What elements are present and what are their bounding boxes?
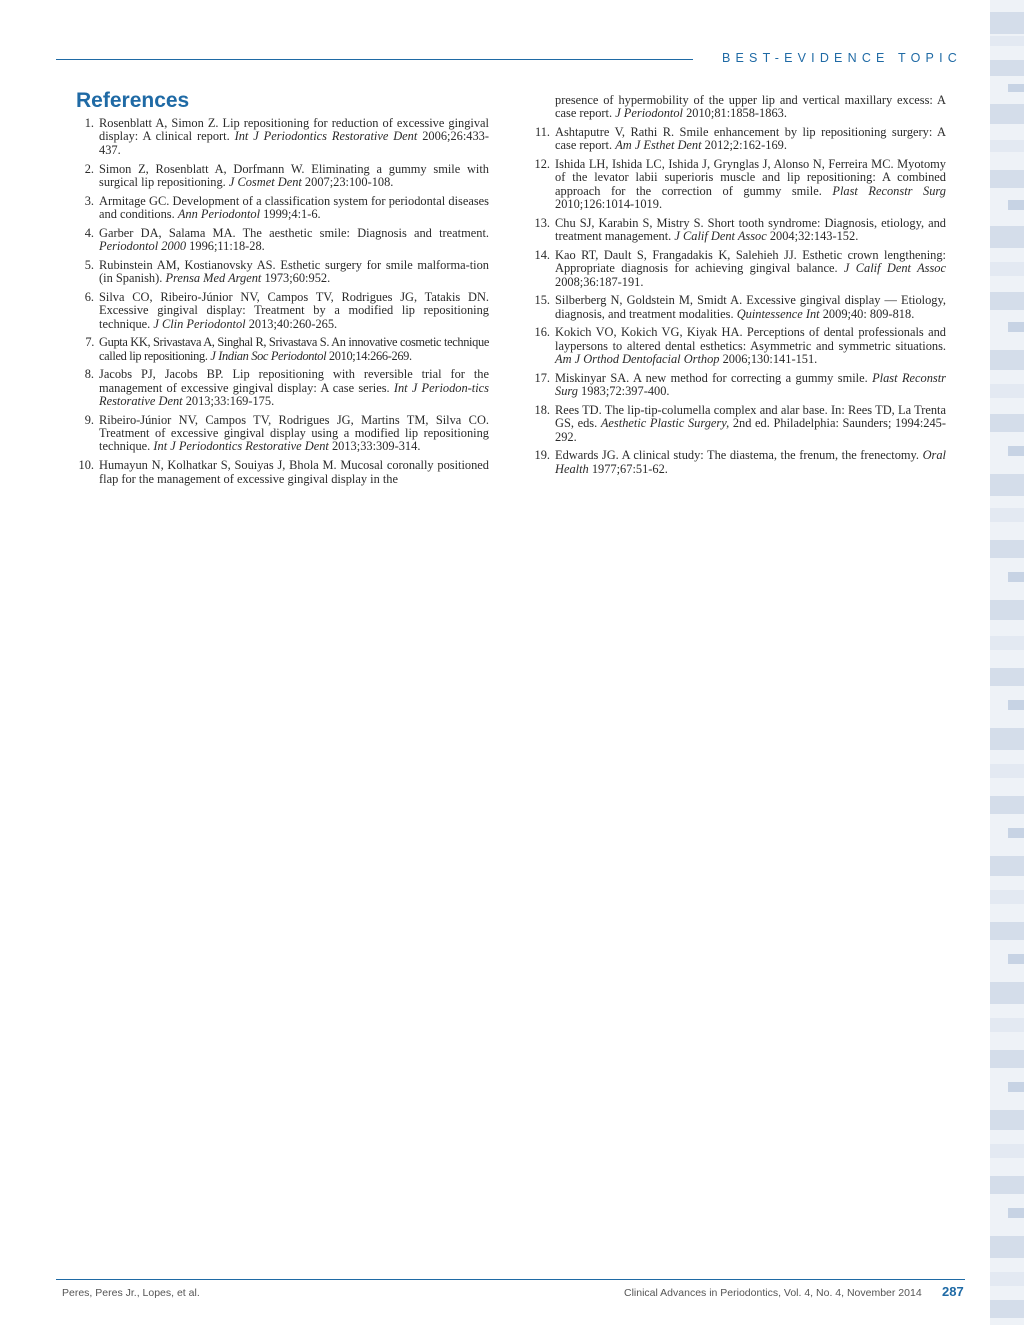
strip-cell (990, 292, 1024, 310)
reference-number: 6. (84, 289, 94, 304)
strip-cell (990, 600, 1024, 620)
reference-citation: 2010;14:266-269. (326, 348, 412, 363)
left-column (76, 88, 489, 491)
reference-citation: 2010;81:1858-1863. (683, 106, 787, 121)
strip-cell (990, 384, 1024, 398)
strip-cell (990, 1050, 1024, 1068)
reference-item (532, 326, 946, 366)
reference-item (532, 372, 946, 399)
reference-text: Humayun N, Kolhatkar S, Souiyas J, Bhola M. Mucosal coronally positioned flap for the management of excessive gingival display in the (99, 458, 489, 486)
footer-rule (56, 1279, 965, 1280)
reference-text: Kokich VO, Kokich VG, Kiyak HA. Perceptions of dental professionals and laypersons to altered dental esthetics: Asymmetric and symmetric situations. (555, 325, 946, 353)
reference-number: 8. (84, 367, 94, 382)
strip-cell (990, 60, 1024, 76)
strip-cell (990, 1272, 1024, 1286)
reference-citation: 1996;11:18-28. (186, 239, 265, 254)
strip-cell (990, 508, 1024, 522)
reference-number: 19. (534, 448, 550, 463)
reference-citation: 1983;72:397-400. (577, 384, 670, 399)
reference-citation: 2009;40: 809-818. (819, 306, 915, 321)
reference-text: Ishida LH, Ishida LC, Ishida J, Grynglas J, Alonso N, Ferreira MC. Myotomy of the levator labii superioris muscle and lip repositioning: A combined approach for the correction of gummy smile. (555, 157, 946, 198)
reference-journal: Int J Periodontics Restorative Dent (234, 129, 418, 144)
reference-item (76, 336, 489, 363)
reference-number: 2. (84, 161, 94, 176)
reference-item (76, 163, 489, 190)
strip-cell (990, 922, 1024, 940)
strip-cell (990, 1300, 1024, 1318)
reference-item (532, 126, 946, 153)
reference-journal: Am J Orthod Dentofacial Orthop (555, 352, 720, 367)
reference-number: 13. (534, 215, 550, 230)
strip-cell (1008, 572, 1024, 582)
reference-number: 7. (85, 335, 94, 350)
strip-cell (990, 728, 1024, 750)
reference-journal: Int J Periodon-tics Restorative Dent (99, 380, 489, 409)
reference-citation: 1999;4:1-6. (260, 206, 321, 221)
reference-number: 10. (78, 458, 94, 473)
reference-text: Ashtaputre V, Rathi R. Smile enhancement by lip repositioning surgery: A case report. (555, 125, 946, 153)
strip-cell (1008, 1082, 1024, 1092)
reference-text: Armitage GC. Development of a classification system for periodontal diseases and conditions. (99, 193, 489, 221)
reference-number: 1. (84, 116, 94, 131)
strip-cell (990, 890, 1024, 904)
reference-citation: 2010;126:1014-1019. (555, 197, 663, 212)
reference-journal: J Calif Dent Assoc (843, 261, 946, 276)
reference-number: 14. (534, 247, 550, 262)
reference-journal: Periodontol 2000 (99, 239, 187, 254)
strip-cell (990, 1176, 1024, 1194)
strip-cell (1008, 322, 1024, 332)
header-rule (56, 59, 693, 60)
reference-item (76, 291, 489, 331)
strip-cell (990, 1236, 1024, 1258)
strip-cell (990, 474, 1024, 496)
strip-cell (1008, 954, 1024, 964)
reference-citation: 2006;26:433-437. (99, 129, 490, 157)
strip-cell (990, 982, 1024, 1004)
reference-item (76, 459, 489, 486)
reference-item (532, 294, 946, 321)
reference-number: 17. (534, 370, 550, 385)
strip-cell (1008, 84, 1024, 92)
footer-authors: Peres, Peres Jr., Lopes, et al. (62, 1287, 200, 1299)
section-label: BEST-EVIDENCE TOPIC (721, 51, 962, 65)
strip-cell (990, 1144, 1024, 1158)
strip-cell (1008, 828, 1024, 838)
reference-number: 16. (534, 325, 550, 340)
reference-item (76, 227, 489, 254)
reference-number: 18. (534, 402, 550, 417)
reference-journal: J Clin Periodontol (153, 316, 246, 331)
strip-cell (990, 262, 1024, 276)
strip-cell (990, 764, 1024, 778)
reference-number: 11. (534, 125, 550, 140)
reference-journal: J Calif Dent Assoc (674, 229, 767, 244)
strip-cell (990, 796, 1024, 814)
reference-journal: Plast Reconstr Surg (555, 370, 946, 399)
reference-text: Silva CO, Ribeiro-Júnior NV, Campos TV, Rodrigues JG, Tatakis DN. Excessive gingival display: Treatment by a modified lip repositioning technique. (99, 289, 489, 331)
reference-text: Rubinstein AM, Kostianovsky AS. Esthetic surgery for smile malforma-tion (in Spanish). (99, 257, 489, 286)
reference-citation: 2004;32:143-152. (766, 229, 859, 244)
page-number: 287 (942, 1284, 964, 1299)
reference-journal: J Periodontol (615, 106, 683, 121)
reference-journal: Ann Periodontol (177, 206, 261, 221)
reference-text: Jacobs PJ, Jacobs BP. Lip repositioning with reversible trial for the management of excessive gingival display: A case series. (99, 367, 489, 395)
reference-journal: J Indian Soc Periodontol (210, 348, 327, 363)
reference-item (76, 117, 489, 157)
reference-text: Miskinyar SA. A new method for correcting a gummy smile. (555, 370, 873, 385)
reference-text: Rosenblatt A, Simon Z. Lip repositioning for reduction of excessive gingival display: A clinical report. (99, 116, 489, 144)
reference-list-right (532, 94, 946, 476)
reference-number: 15. (534, 293, 550, 308)
reference-journal: J Cosmet Dent (228, 174, 302, 189)
reference-text: Gupta KK, Srivastava A, Singhal R, Srivastava S. An innovative cosmetic technique called lip repositioning. (99, 335, 489, 363)
strip-cell (990, 1110, 1024, 1130)
reference-citation: 1977;67:51-62. (588, 461, 668, 476)
reference-text: Kao RT, Dault S, Frangadakis K, Salehieh JJ. Esthetic crown lengthening: Appropriate diagnosis for achieving gingival balance. (555, 247, 946, 276)
strip-cell (990, 668, 1024, 686)
strip-cell (990, 350, 1024, 370)
reference-citation: 2006;130:141-151. (719, 352, 818, 367)
strip-cell (1008, 446, 1024, 456)
reference-citation: 2nd ed. Philadelphia: Saunders; 1994:245-292. (555, 416, 946, 444)
reference-journal: Aesthetic Plastic Surgery, (600, 416, 730, 431)
reference-journal: Oral Health (555, 448, 946, 476)
strip-cell (1008, 700, 1024, 710)
reference-text: Silberberg N, Goldstein M, Smidt A. Excessive gingival display — Etiology, diagnosis, and treatment modalities. (555, 293, 946, 321)
reference-number: 5. (84, 257, 94, 272)
strip-cell (990, 636, 1024, 650)
reference-text: Garber DA, Salama MA. The aesthetic smile: Diagnosis and treatment. (99, 225, 489, 240)
reference-text: Edwards JG. A clinical study: The diastema, the frenum, the frenectomy. (555, 448, 923, 463)
reference-journal: Am J Esthet Dent (615, 138, 702, 153)
reference-item-10-continued (532, 94, 946, 121)
strip-cell (1008, 200, 1024, 210)
reference-citation: 1973;60:952. (261, 271, 331, 286)
strip-cell (990, 226, 1024, 248)
reference-number: 4. (84, 225, 94, 240)
reference-citation: 2007;23:100-108. (301, 174, 394, 189)
strip-cell (990, 1018, 1024, 1032)
reference-citation: 2012;2:162-169. (701, 138, 787, 153)
strip-cell (990, 170, 1024, 188)
strip-cell (990, 12, 1024, 34)
reference-citation: 2013;40:260-265. (245, 316, 338, 331)
right-column (532, 94, 946, 481)
reference-item (76, 259, 489, 286)
strip-cell (990, 856, 1024, 876)
strip-cell (1008, 1208, 1024, 1218)
decorative-side-strip (990, 0, 1024, 1325)
reference-citation: 2013;33:309-314. (328, 439, 421, 454)
reference-item (532, 404, 946, 444)
footer-journal-info: Clinical Advances in Periodontics, Vol. 4, No. 4, November 2014 (624, 1287, 922, 1299)
reference-number: 3. (84, 193, 94, 208)
reference-item (532, 249, 946, 289)
reference-item (532, 158, 946, 211)
reference-item (76, 414, 489, 454)
reference-item (532, 217, 946, 244)
strip-cell (990, 140, 1024, 152)
reference-citation: 2013;33:169-175. (182, 394, 275, 409)
strip-cell (990, 540, 1024, 558)
reference-text: Simon Z, Rosenblatt A, Dorfmann W. Eliminating a gummy smile with surgical lip repositioning. (99, 161, 489, 189)
reference-text: Rees TD. The lip-tip-columella complex and alar base. In: Rees TD, La Trenta GS, eds. (555, 402, 946, 431)
reference-citation: 2008;36:187-191. (555, 274, 644, 289)
reference-text: Chu SJ, Karabin S, Mistry S. Short tooth syndrome: Diagnosis, etiology, and treatment management. (555, 215, 946, 244)
references-heading: References (76, 89, 190, 112)
strip-cell (990, 414, 1024, 432)
reference-number: 9. (84, 412, 94, 427)
reference-journal: Int J Periodontics Restorative Dent (153, 439, 329, 454)
reference-journal: Plast Reconstr Surg (832, 183, 946, 198)
reference-item (76, 195, 489, 222)
reference-item (532, 449, 946, 476)
reference-number: 12. (534, 157, 550, 172)
reference-item (76, 368, 489, 408)
reference-text: presence of hypermobility of the upper lip and vertical maxillary excess: A case report. (555, 93, 946, 121)
reference-journal: Prensa Med Argent (165, 271, 262, 286)
strip-cell (990, 104, 1024, 124)
reference-list-left (76, 117, 489, 486)
reference-text: Ribeiro-Júnior NV, Campos TV, Rodrigues JG, Martins TM, Silva CO. Treatment of excessive gingival display using a modified lip repositioning technique. (99, 412, 489, 454)
strip-cell (990, 36, 1024, 46)
reference-journal: Quintessence Int (736, 306, 820, 321)
